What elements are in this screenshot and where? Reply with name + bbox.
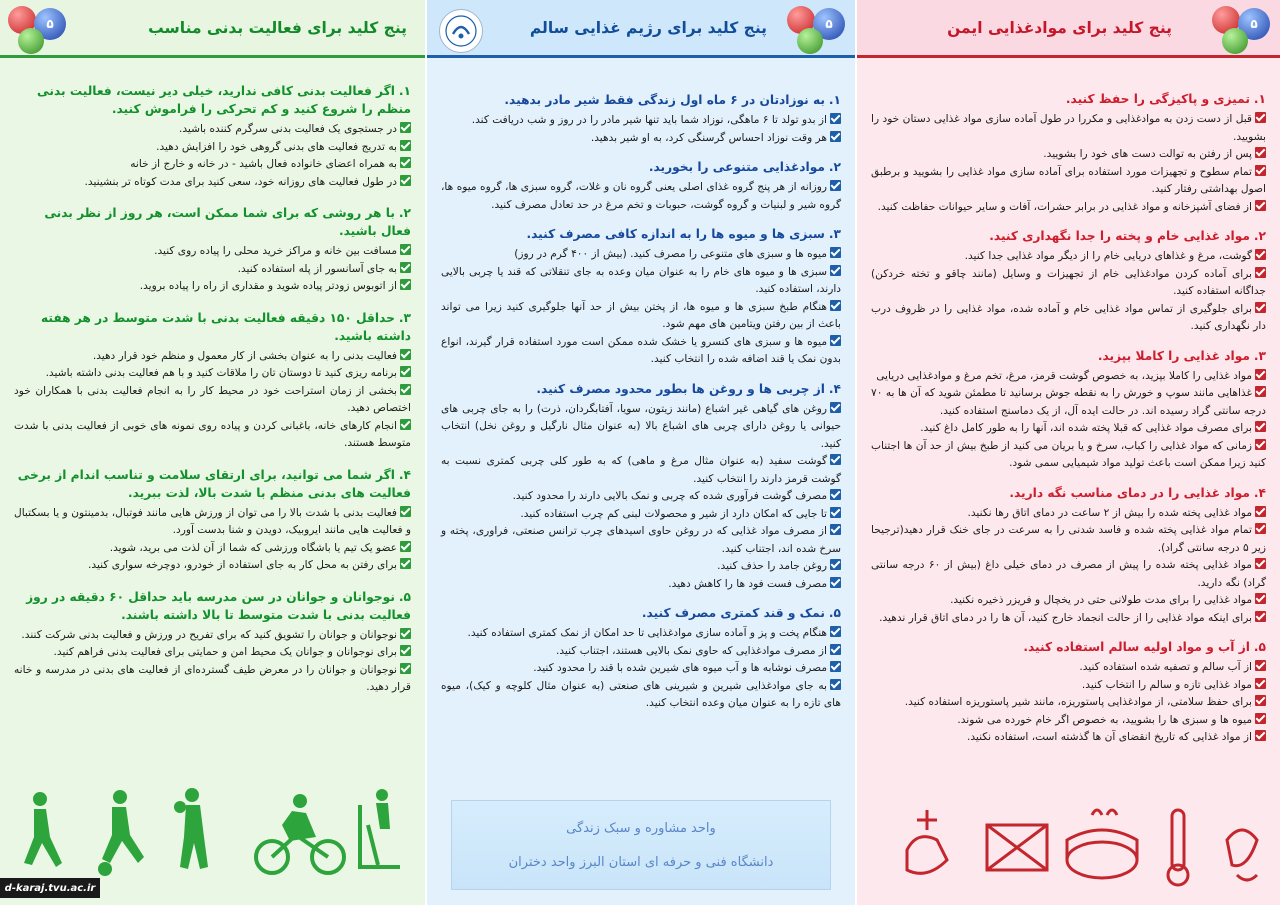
checkbox-icon <box>1255 439 1266 450</box>
item-text: مواد غذایی را کاملا بپزید، به خصوص گوشت قرمز، مرغ، تخم مرغ و موادغذایی دریایی <box>876 369 1252 382</box>
section-number: ۵. <box>1253 640 1266 654</box>
panel-header <box>427 0 855 58</box>
checkbox-icon <box>830 131 841 142</box>
section-title <box>871 227 1266 245</box>
list-item <box>14 243 411 261</box>
section-title-text: تمیزی و پاکیزگی را حفظ کنید. <box>1065 92 1250 106</box>
item-text: در طول فعالیت های روزانه خود، سعی کنید برای مدت کوتاه تر بنشینید. <box>84 175 397 188</box>
section-number: ۱. <box>1253 92 1266 106</box>
checkbox-icon <box>830 113 841 124</box>
checkbox-icon <box>1255 421 1266 432</box>
key-section <box>14 466 411 575</box>
list-item <box>871 248 1266 266</box>
checkbox-icon <box>830 577 841 588</box>
item-text: برای اینکه مواد غذایی را از حالت انجماد خارج کنید، آن ها را در دمای اتاق قرار ندهید. <box>879 611 1252 624</box>
list-item <box>871 146 1266 164</box>
exercise-figures-icon <box>10 785 410 885</box>
checkbox-icon <box>1255 267 1266 278</box>
list-item <box>871 505 1266 523</box>
list-item <box>871 420 1266 438</box>
section-title <box>441 380 841 398</box>
checkbox-icon <box>400 157 411 168</box>
section-number: ۳. <box>398 310 411 325</box>
checkbox-icon <box>1255 730 1266 741</box>
item-text: به جای موادغذایی شیرین و شیرینی های صنعتی (به عنوان مثال کلوچه و کیک)، میوه های تازه را به عنوان میان وعده انتخاب کنید. <box>441 679 841 709</box>
key-section <box>871 90 1266 216</box>
organization-box <box>451 800 831 890</box>
item-text: تمام مواد غذایی پخته شده و فاسد شدنی را به سرعت در جای خنک قرار دهید(ترجیحا زیر ۵ درجه سانتی گراد). <box>871 524 1266 554</box>
section-title <box>14 588 411 624</box>
section-title-text: حداقل ۱۵۰ دقیقه فعالیت بدنی با شدت متوسط در هر هفته داشته باشید. <box>40 310 411 343</box>
item-text: مواد غذایی تازه و سالم را انتخاب کنید. <box>1081 678 1252 691</box>
checkbox-icon <box>400 140 411 151</box>
section-title-text: اگر فعالیت بدنی کافی ندارید، خیلی دیر نیست، فعالیت بدنی منظم را شروع کنید و کم تحرکی را فراموش کنید. <box>37 84 411 116</box>
key-section <box>14 588 411 697</box>
key-section <box>441 604 841 713</box>
item-text: از فضای آشپزخانه و مواد غذایی در برابر حشرات، آفات و سایر حیوانات حفاظت کنید. <box>877 200 1252 213</box>
key-section <box>871 227 1266 336</box>
checkbox-icon <box>1255 249 1266 260</box>
section-title-text: با هر روشی که برای شما ممکن است، هر روز از نظر بدنی فعال باشید. <box>44 206 411 238</box>
checkbox-icon <box>1255 523 1266 534</box>
website-watermark: d-karaj.tvu.ac.ir <box>0 878 100 898</box>
list-item <box>441 130 841 148</box>
item-text: روزانه از هر پنج گروه غذای اصلی یعنی گروه نان و غلات، گروه سبزی ها، گروه میوه ها، گروه شیر و لبنیات و گروه گوشت، حبوبات و تخم مرغ در حد تعادل مصرف کنید. <box>441 181 841 211</box>
university-name: دانشگاه فنی و حرفه ای استان البرز واحد دختران <box>508 854 774 870</box>
item-text: مواد غذایی را برای مدت طولانی حتی در یخچال و فریزر ذخیره نکنید. <box>950 594 1252 606</box>
list-item <box>441 246 841 264</box>
checkbox-icon <box>830 489 841 500</box>
checkbox-icon <box>830 679 841 690</box>
checkbox-icon <box>1255 302 1266 313</box>
unit-name: واحد مشاوره و سبک زندگی <box>566 820 716 836</box>
list-item <box>14 662 411 697</box>
list-item <box>871 694 1266 712</box>
list-item <box>14 644 411 662</box>
section-title <box>14 204 411 240</box>
item-text: مواد غذایی پخته شده را بیش از ۲ ساعت در دمای اتاق رها نکنید. <box>967 506 1252 519</box>
checkbox-icon <box>400 506 411 517</box>
list-item <box>441 576 841 594</box>
checkbox-icon <box>830 626 841 637</box>
item-text: از مصرف مواد غذایی که در روغن حاوی اسیدهای چرب ترانس صنعتی، فراوری، پخته و سرخ شده اند، اجتناب کنید. <box>441 525 841 555</box>
item-text: از آب سالم و تصفیه شده استفاده کنید. <box>1079 661 1252 673</box>
section-number: ۱. <box>828 93 841 107</box>
section-title <box>441 91 841 109</box>
key-section <box>14 204 411 296</box>
food-safety-panel <box>857 0 1280 905</box>
checkbox-icon <box>1255 386 1266 397</box>
checkbox-icon <box>830 265 841 276</box>
checkbox-icon <box>830 559 841 570</box>
item-text: تمام سطوح و تجهیزات مورد استفاده برای آماده سازی مواد غذایی را بشویید و برطبق اصول بهداشتی رفتار کنید. <box>871 165 1266 195</box>
list-item <box>871 712 1266 730</box>
item-text: مصرف فست فود ها را کاهش دهید. <box>668 577 827 590</box>
item-text: در جستجوی یک فعالیت بدنی سرگرم کننده باشید. <box>178 123 397 135</box>
physical-activity-panel <box>0 0 425 905</box>
item-text: روغن جامد را حذف کنید. <box>717 560 827 572</box>
item-text: تا جایی که امکان دارد از شیر و محصولات لبنی کم چرب استفاده کنید. <box>520 507 827 520</box>
checkbox-icon <box>830 644 841 655</box>
checkbox-icon <box>400 262 411 273</box>
list-item <box>14 627 411 645</box>
item-text: از بدو تولد تا ۶ ماهگی، نوزاد شما باید تنها شیر مادر را در روز و شب دریافت کند. <box>471 114 827 126</box>
five-balls-icon: ۵ <box>6 6 70 56</box>
list-item <box>441 523 841 558</box>
list-item <box>14 156 411 174</box>
item-text: قبل از دست زدن به موادغذایی و مکررا در طول آماده سازی مواد غذایی دستان خود را بشویید. <box>871 113 1266 143</box>
list-item <box>871 729 1266 747</box>
item-text: برای نوجوانان و جوانان یک محیط امن و حمایتی برای فعالیت بدنی فراهم کنید. <box>53 646 397 658</box>
item-text: انجام کارهای خانه، باغبانی کردن و پیاده روی نمونه های خوبی از فعالیت بدنی با شدت متوسط هستند. <box>14 419 411 449</box>
key-section <box>441 380 841 594</box>
section-title-text: سبزی ها و میوه ها را به اندازه کافی مصرف کنید. <box>526 227 825 241</box>
list-item <box>871 368 1266 386</box>
university-logo-icon <box>439 9 483 53</box>
checkbox-icon <box>830 300 841 311</box>
panel-header <box>0 0 425 58</box>
list-item <box>871 677 1266 695</box>
section-title-text: از آب و مواد اولیه سالم استفاده کنید. <box>1023 640 1250 654</box>
checkbox-icon <box>1255 506 1266 517</box>
checkbox-icon <box>1255 147 1266 158</box>
checkbox-icon <box>1255 369 1266 380</box>
list-item <box>441 179 841 214</box>
checkbox-icon <box>1255 165 1266 176</box>
item-text: برای جلوگیری از تماس مواد غذایی خام و آماده شده، مواد غذایی را در ظروف درب دار نگهداری کنید. <box>871 302 1266 332</box>
item-text: مصرف گوشت فرآوری شده که چربی و نمک بالایی دارند را محدود کنید. <box>512 490 827 502</box>
section-number: ۴. <box>1253 485 1266 500</box>
checkbox-icon <box>400 645 411 656</box>
list-item <box>441 625 841 643</box>
checkbox-icon <box>400 244 411 255</box>
item-text: هر وقت نوزاد احساس گرسنگی کرد، به او شیر بدهید. <box>590 131 827 144</box>
list-item <box>441 112 841 130</box>
key-section <box>14 309 411 453</box>
checkbox-icon <box>1255 558 1266 569</box>
panel-title: پنج کلید برای رژیم غذایی سالم <box>529 18 767 37</box>
list-item <box>14 261 411 279</box>
list-item <box>14 505 411 540</box>
checkbox-icon <box>400 279 411 290</box>
panel-title: پنج کلید برای موادغذایی ایمن <box>947 18 1172 37</box>
item-text: غذاهایی مانند سوپ و خورش را به نقطه جوش برسانید تا مطمئن شوید که آن ها به ۷۰ درجه سانتی گراد رسیده اند. در حالت ایده آل، از یک دماسنج استفاده کنید. <box>871 387 1266 417</box>
list-item <box>871 111 1266 146</box>
item-text: به همراه اعضای خانواده فعال باشید - در خانه و خارج از خانه <box>130 158 397 170</box>
list-item <box>441 488 841 506</box>
item-text: بخشی از زمان استراحت خود در محیط کار را به انجام فعالیت بدنی با همکاران خود اختصاص دهید. <box>14 384 411 414</box>
list-item <box>441 558 841 576</box>
checkbox-icon <box>400 558 411 569</box>
section-title-text: نمک و قند کمتری مصرف کنید. <box>641 606 825 620</box>
section-title <box>14 309 411 345</box>
five-balls-icon: ۵ <box>1210 6 1274 56</box>
item-text: به تدریج فعالیت های بدنی گروهی خود را افزایش دهید. <box>156 140 397 153</box>
item-text: به جای آسانسور از پله استفاده کنید. <box>237 262 397 275</box>
section-title <box>441 158 841 176</box>
list-item <box>441 643 841 661</box>
item-text: برای رفتن به محل کار به جای استفاده از خودرو، دوچرخه سواری کنید. <box>88 559 397 571</box>
item-text: نوجوانان و جوانان را در معرض طیف گسترده‌ای از فعالیت های بدنی در مدرسه و خانه قرار دهید. <box>14 663 411 693</box>
key-section <box>871 347 1266 473</box>
section-title <box>14 82 411 118</box>
list-item <box>14 139 411 157</box>
section-title <box>871 638 1266 656</box>
section-number: ۴. <box>828 381 841 396</box>
list-item <box>441 299 841 334</box>
key-section <box>14 82 411 191</box>
item-text: گوشت سفید (به عنوان مثال مرغ و ماهی) که به طور کلی چربی کمتری نسبت به گوشت قرمز دارند را انتخاب کنید. <box>441 455 841 485</box>
section-number: ۳. <box>828 227 841 241</box>
item-text: میوه ها و سبزی های متنوعی را مصرف کنید. (بیش از ۴۰۰ گرم در روز) <box>514 248 827 260</box>
item-text: برای آماده کردن موادغذایی خام از تجهیزات و وسایل (مانند چاقو و تخته خردکن) جداگانه استفاده کنید. <box>871 267 1266 297</box>
section-title <box>871 347 1266 365</box>
panel-title: پنج کلید برای فعالیت بدنی مناسب <box>148 18 407 37</box>
list-item <box>871 659 1266 677</box>
item-text: زمانی که مواد غذایی را کباب، سرخ و یا بریان می کنید از طبخ بیش از حد آن ها اجتناب کنید زیرا ممکن است باعث تولید مواد شیمیایی سمی شود. <box>871 439 1266 469</box>
item-text: برای مصرف مواد غذایی که قبلا پخته شده اند، آنها را به طور کامل داغ کنید. <box>920 422 1252 434</box>
checkbox-icon <box>1255 660 1266 671</box>
checkbox-icon <box>1255 611 1266 622</box>
section-number: ۴. <box>398 467 411 482</box>
key-section <box>441 225 841 369</box>
section-number: ۵. <box>398 589 411 604</box>
list-item <box>14 121 411 139</box>
section-title <box>441 225 841 243</box>
checkbox-icon <box>1255 713 1266 724</box>
food-safety-icons <box>887 800 1267 895</box>
section-title-text: به نوزادتان در ۶ ماه اول زندگی فقط شیر مادر بدهید. <box>504 93 825 107</box>
list-item <box>14 348 411 366</box>
checkbox-icon <box>1255 112 1266 123</box>
item-text: مصرف نوشابه ها و آب میوه های شیرین شده با قند را محدود کنید. <box>533 662 827 674</box>
item-text: عضو یک تیم یا باشگاه ورزشی که شما از آن لذت می برید، شوید. <box>109 541 397 554</box>
checkbox-icon <box>830 402 841 413</box>
list-item <box>441 453 841 488</box>
checkbox-icon <box>830 524 841 535</box>
list-item <box>871 199 1266 217</box>
section-title-text: اگر شما می توانید، برای ارتقای سلامت و تناسب اندام از برخی فعالیت های بدنی منظم با شدت بالا، لذت ببرید. <box>17 467 411 500</box>
section-title-text: از چربی ها و روغن ها بطور محدود مصرف کنید. <box>536 381 825 396</box>
item-text: مواد غذایی پخته شده را پیش از مصرف در دمای خیلی داغ (بیش از ۶۰ درجه سانتی گراد) نگه دارید. <box>871 559 1266 589</box>
checkbox-icon <box>1255 678 1266 689</box>
item-text: سبزی ها و میوه های خام را به عنوان میان وعده به جای تنقلاتی که قند یا چربی بالایی دارند، استفاده کنید. <box>441 265 841 295</box>
list-item <box>871 385 1266 420</box>
item-text: پس از رفتن به توالت دست های خود را بشویید. <box>1043 148 1252 160</box>
list-item <box>441 678 841 713</box>
item-text: نوجوانان و جوانان را تشویق کنید که برای تفریح در ورزش و فعالیت بدنی شرکت کنند. <box>21 628 397 641</box>
item-text: برای حفظ سلامتی، از موادغذایی پاستوریزه، مانند شیر پاستوریزه استفاده کنید. <box>904 696 1252 708</box>
item-text: گوشت، مرغ و غذاهای دریایی خام را از دیگر مواد غذایی جدا کنید. <box>964 250 1252 262</box>
checkbox-icon <box>400 122 411 133</box>
panel-body <box>0 58 425 697</box>
list-item <box>14 557 411 575</box>
section-title <box>14 466 411 502</box>
section-number: ۱. <box>398 84 411 98</box>
list-item <box>14 540 411 558</box>
panel-body <box>427 58 855 713</box>
checkbox-icon <box>400 366 411 377</box>
section-title <box>441 604 841 622</box>
checkbox-icon <box>400 175 411 186</box>
section-title-text: موادغذایی متنوعی را بخورید. <box>648 160 825 174</box>
section-number: ۲. <box>398 206 411 220</box>
section-number: ۳. <box>1253 348 1266 363</box>
list-item <box>871 557 1266 592</box>
section-title-text: مواد غذایی را در دمای مناسب نگه دارید. <box>1009 485 1250 500</box>
checkbox-icon <box>400 419 411 430</box>
list-item <box>14 418 411 453</box>
checkbox-icon <box>400 384 411 395</box>
checkbox-icon <box>400 349 411 360</box>
item-text: برنامه ریزی کنید تا دوستان تان را ملاقات کنید و با هم فعالیت بدنی داشته باشید. <box>45 367 397 379</box>
list-item <box>14 278 411 296</box>
item-text: میوه ها و سبزی های کنسرو یا خشک شده ممکن است مورد استفاده قرار گیرند، انواع بدون نمک یا قند اضافه شده را انتخاب کنید. <box>441 335 841 365</box>
checkbox-icon <box>830 454 841 465</box>
checkbox-icon <box>400 541 411 552</box>
list-item <box>871 522 1266 557</box>
key-section <box>441 158 841 214</box>
list-item <box>871 592 1266 610</box>
checkbox-icon <box>1255 695 1266 706</box>
checkbox-icon <box>1255 200 1266 211</box>
checkbox-icon <box>830 247 841 258</box>
panel-body <box>857 58 1280 747</box>
section-number: ۵. <box>828 606 841 620</box>
list-item <box>871 438 1266 473</box>
list-item <box>14 174 411 192</box>
key-section <box>871 638 1266 747</box>
checkbox-icon <box>1255 593 1266 604</box>
checkbox-icon <box>830 661 841 672</box>
section-number: ۲. <box>1253 229 1266 243</box>
item-text: میوه ها و سبزی ها را بشویید، به خصوص اگر خام خورده می شوند. <box>957 713 1252 726</box>
item-text: فعالیت بدنی را به عنوان بخشی از کار معمول و منظم خود قرار دهید. <box>92 349 397 362</box>
key-section <box>871 484 1266 628</box>
list-item <box>14 365 411 383</box>
list-item <box>871 301 1266 336</box>
list-item <box>871 610 1266 628</box>
section-title-text: مواد غذایی خام و پخته را جدا نگهداری کنید. <box>989 229 1250 243</box>
list-item <box>14 383 411 418</box>
item-text: هنگام پخت و پز و آماده سازی موادغذایی تا حد امکان از نمک کمتری استفاده کنید. <box>467 627 827 639</box>
section-title <box>871 484 1266 502</box>
list-item <box>871 164 1266 199</box>
item-text: مسافت بین خانه و مراکز خرید محلی را پیاده روی کنید. <box>154 245 397 257</box>
section-title-text: مواد غذایی را کاملا بپزید. <box>1097 348 1250 363</box>
item-text: روغن های گیاهی غیر اشباع (مانند زیتون، سویا، آفتابگردان، ذرت) را به جای چربی های حیوانی یا روغن دارای چربی های اشباع بالا (به عنوان مثال نارگیل و روغن نخل) انتخاب کنید. <box>441 402 841 450</box>
section-title-text: نوجوانان و جوانان در سن مدرسه باید حداقل ۶۰ دقیقه در روز فعالیت بدنی با شدت متوسط تا بالا داشته باشند. <box>26 589 411 622</box>
item-text: از مواد غذایی که تاریخ انقضای آن ها گذشته است، استفاده نکنید. <box>966 731 1252 743</box>
five-balls-icon: ۵ <box>785 6 849 56</box>
panel-header <box>857 0 1280 58</box>
checkbox-icon <box>400 628 411 639</box>
list-item <box>441 401 841 454</box>
checkbox-icon <box>830 335 841 346</box>
checkbox-icon <box>400 663 411 674</box>
list-item <box>441 506 841 524</box>
list-item <box>441 334 841 369</box>
section-title <box>871 90 1266 108</box>
checkbox-icon <box>830 507 841 518</box>
item-text: از اتوبوس زودتر پیاده شوید و مقداری از راه را پیاده بروید. <box>139 280 397 292</box>
list-item <box>441 660 841 678</box>
key-section <box>441 91 841 147</box>
list-item <box>441 264 841 299</box>
checkbox-icon <box>830 180 841 191</box>
healthy-diet-panel <box>427 0 855 905</box>
item-text: هنگام طبخ سبزی ها و میوه ها، از پختن بیش از حد آنها جلوگیری کنید زیرا می تواند باعث از بین رفتن ویتامین های مهم شود. <box>441 300 841 330</box>
item-text: از مصرف موادغذایی که حاوی نمک بالایی هستند، اجتناب کنید. <box>555 644 827 657</box>
list-item <box>871 266 1266 301</box>
item-text: فعالیت بدنی با شدت بالا را می توان از ورزش هایی مانند فوتبال، بدمینتون و یا بسکتبال و فعالیت هایی مانند ایروبیک، دویدن و شنا بدست آورد. <box>14 506 411 536</box>
section-number: ۲. <box>828 160 841 174</box>
